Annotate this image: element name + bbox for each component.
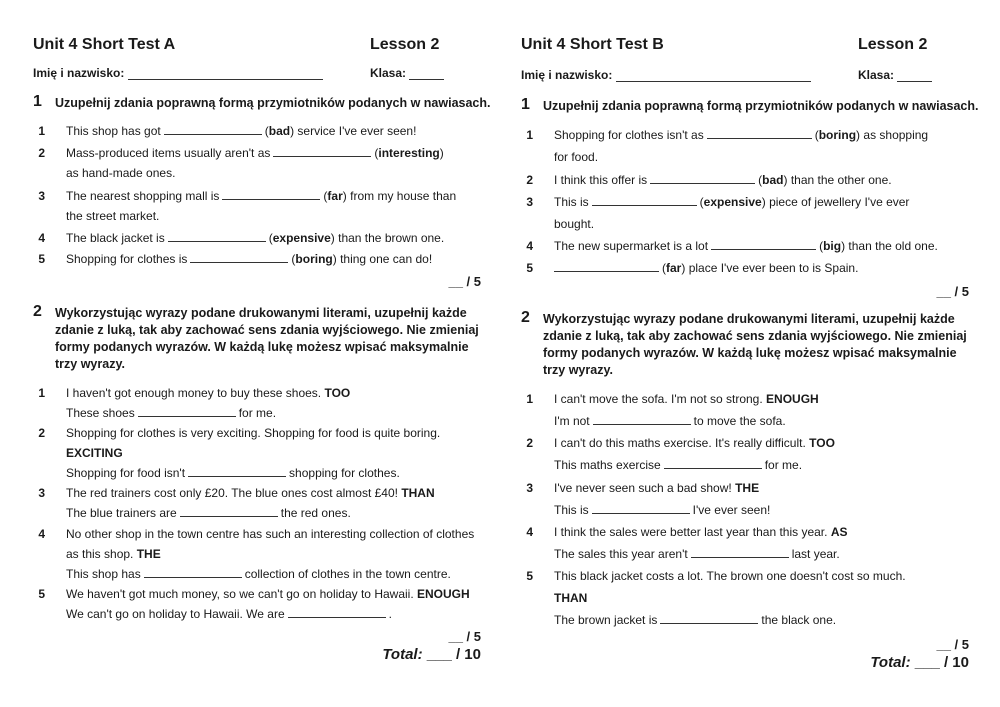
answer-blank[interactable] xyxy=(138,405,236,417)
task-score: __ / 5 xyxy=(448,629,481,644)
item-number: 4 xyxy=(526,239,533,253)
answer-blank[interactable] xyxy=(288,606,386,618)
class-field[interactable] xyxy=(370,66,444,80)
total-value: ___ / 10 xyxy=(426,646,481,663)
task-number: 2 xyxy=(521,309,530,326)
test-a-sheet xyxy=(33,0,503,707)
item-number: 4 xyxy=(526,525,533,539)
task2-item: 3 I've never seen such a bad show! THE This is I've ever seen! xyxy=(521,478,971,522)
task1-item: 4 The black jacket is (expensive) than the brown one. xyxy=(33,228,483,248)
task-score: __ / 5 xyxy=(448,274,481,289)
item-number: 5 xyxy=(38,252,45,266)
total-score xyxy=(870,654,969,671)
task-score: __ / 5 xyxy=(936,284,969,299)
task1-item: 5 Shopping for clothes is (boring) thing one can do! xyxy=(33,249,483,269)
task1-item: 1 This shop has got (bad) service I've ever seen! xyxy=(33,121,483,141)
class-line[interactable] xyxy=(897,69,932,82)
class-label: Klasa: xyxy=(858,68,895,82)
answer-blank[interactable] xyxy=(180,505,278,517)
item-number: 5 xyxy=(526,569,533,583)
name-line[interactable] xyxy=(616,69,811,82)
answer-blank[interactable] xyxy=(691,546,789,558)
total-value: ___ / 10 xyxy=(914,654,969,671)
task1-item: 5 (far) place I've ever been to is Spain. xyxy=(521,258,971,278)
task2-item: 1 I haven't got enough money to buy these shoes. TOO These shoes for me. xyxy=(33,383,483,423)
answer-blank[interactable] xyxy=(650,172,755,184)
task1-item: 2 Mass-produced items usually aren't as (interesting) as hand-made ones. xyxy=(33,143,483,183)
answer-blank[interactable] xyxy=(273,145,371,157)
item-number: 4 xyxy=(38,527,45,541)
item-number: 1 xyxy=(38,386,45,400)
item-number: 5 xyxy=(526,261,533,275)
total-score xyxy=(382,646,481,663)
class-label: Klasa: xyxy=(370,66,407,80)
task-instruction: Wykorzystując wyrazy podane drukowanymi literami, uzupełnij każde zdanie z luką, tak aby zachować sens zdania wyjściowego. Nie zmieniaj formy podanych wyrazów. W każdą lukę możesz wpisać maksymalnie trzy wyrazy. xyxy=(543,312,967,377)
test-b-sheet xyxy=(521,0,991,707)
item-number: 3 xyxy=(38,486,45,500)
item-number: 2 xyxy=(526,173,533,187)
task-number: 2 xyxy=(33,303,42,320)
task-number: 1 xyxy=(521,96,530,113)
lesson-label: Lesson 2 xyxy=(370,36,440,53)
answer-blank[interactable] xyxy=(144,566,242,578)
task1-item: 3 This is (expensive) piece of jewellery I've ever bought. xyxy=(521,192,971,232)
item-number: 3 xyxy=(526,481,533,495)
task-instruction: Wykorzystując wyrazy podane drukowanymi literami, uzupełnij każde zdanie z luką, tak aby zachować sens zdania wyjściowego. Nie zmieniaj formy podanych wyrazów. W każdą lukę możesz wpisać maksymalnie trzy wyrazy. xyxy=(55,306,479,371)
task-number: 1 xyxy=(33,93,42,110)
task1-item: 2 I think this offer is (bad) than the other one. xyxy=(521,170,971,190)
total-label: Total: xyxy=(870,654,911,671)
item-number: 1 xyxy=(526,392,533,406)
task-instruction: Uzupełnij zdania poprawną formą przymiotników podanych w nawiasach. xyxy=(55,96,491,110)
answer-blank[interactable] xyxy=(660,612,758,624)
item-number: 1 xyxy=(526,128,533,142)
name-field[interactable] xyxy=(33,66,323,80)
answer-blank[interactable] xyxy=(707,127,812,139)
item-number: 2 xyxy=(38,426,45,440)
answer-blank[interactable] xyxy=(592,502,690,514)
task-score: __ / 5 xyxy=(936,637,969,652)
test-title: Unit 4 Short Test A xyxy=(33,36,176,53)
class-line[interactable] xyxy=(409,67,444,80)
name-line[interactable] xyxy=(128,67,323,80)
task2-item: 2 Shopping for clothes is very exciting. Shopping for food is quite boring. EXCITING Shopping for food isn't shopping for clothes. xyxy=(33,423,483,483)
item-number: 2 xyxy=(38,146,45,160)
lesson-label: Lesson 2 xyxy=(858,36,928,53)
task1-item: 1 Shopping for clothes isn't as (boring) as shopping for food. xyxy=(521,125,971,165)
class-field[interactable] xyxy=(858,68,932,82)
name-field[interactable] xyxy=(521,68,811,82)
task2-item: 5 We haven't got much money, so we can't go on holiday to Hawaii. ENOUGH We can't go on holiday to Hawaii. We are . xyxy=(33,584,483,624)
name-label: Imię i nazwisko: xyxy=(521,68,613,82)
task-instruction: Uzupełnij zdania poprawną formą przymiotników podanych w nawiasach. xyxy=(543,99,979,113)
task2-item: 1 I can't move the sofa. I'm not so strong. ENOUGH I'm not to move the sofa. xyxy=(521,389,971,433)
task2-item: 4 I think the sales were better last year than this year. AS The sales this year aren't last year. xyxy=(521,522,971,566)
task2-item: 5 This black jacket costs a lot. The brown one doesn't cost so much. THAN The brown jacket is the black one. xyxy=(521,566,971,632)
task2-item: 2 I can't do this maths exercise. It's really difficult. TOO This maths exercise for me. xyxy=(521,433,971,477)
item-number: 5 xyxy=(38,587,45,601)
item-number: 3 xyxy=(526,195,533,209)
answer-blank[interactable] xyxy=(664,457,762,469)
answer-blank[interactable] xyxy=(168,230,266,242)
item-number: 1 xyxy=(38,124,45,138)
answer-blank[interactable] xyxy=(222,188,320,200)
answer-blank[interactable] xyxy=(188,465,286,477)
answer-blank[interactable] xyxy=(711,238,816,250)
total-label: Total: xyxy=(382,646,423,663)
test-title: Unit 4 Short Test B xyxy=(521,36,664,53)
answer-blank[interactable] xyxy=(592,194,697,206)
task1-item: 4 The new supermarket is a lot (big) than the old one. xyxy=(521,236,971,256)
answer-blank[interactable] xyxy=(190,251,288,263)
task2-item: 4 No other shop in the town centre has such an interesting collection of clothes as this shop. THE This shop has collection of clothes in the town centre. xyxy=(33,524,483,584)
item-number: 2 xyxy=(526,436,533,450)
answer-blank[interactable] xyxy=(593,413,691,425)
answer-blank[interactable] xyxy=(164,123,262,135)
name-label: Imię i nazwisko: xyxy=(33,66,125,80)
answer-blank[interactable] xyxy=(554,260,659,272)
item-number: 3 xyxy=(38,189,45,203)
task2-item: 3 The red trainers cost only £20. The blue ones cost almost £40! THAN The blue trainers are the red ones. xyxy=(33,483,483,523)
task1-item: 3 The nearest shopping mall is (far) from my house than the street market. xyxy=(33,186,483,226)
item-number: 4 xyxy=(38,231,45,245)
